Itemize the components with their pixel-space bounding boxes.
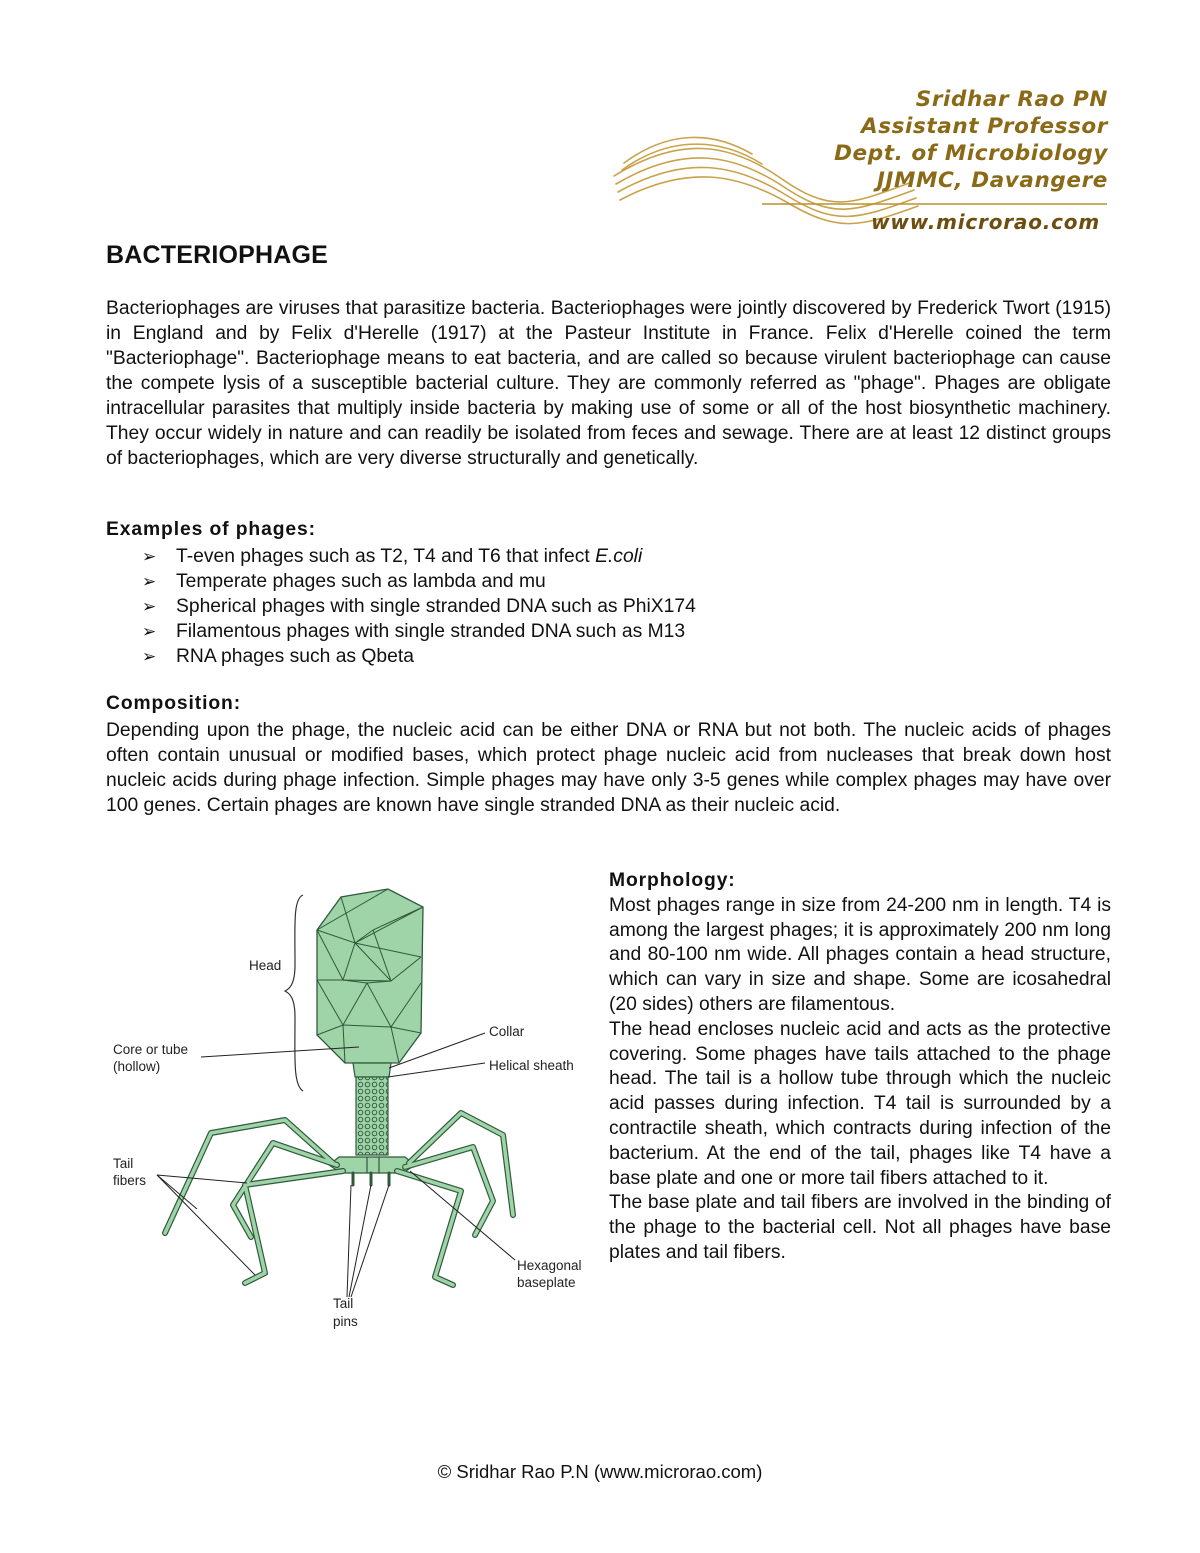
letterhead-line: Sridhar Rao PN <box>915 87 1108 112</box>
tail-pins <box>353 1173 389 1185</box>
composition-heading: Composition: <box>106 693 242 714</box>
list-item-text: RNA phages such as Qbeta <box>176 646 414 667</box>
list-item-text: Spherical phages with single stranded DNA such as PhiX174 <box>176 596 696 617</box>
label-hexagonal-line2: baseplate <box>517 1275 576 1290</box>
arrow-bullet-icon: ➢ <box>142 547 157 566</box>
label-tail-pins-line1: Tail <box>333 1296 354 1311</box>
page-footer: © Sridhar Rao P.N (www.microrao.com) <box>437 1461 763 1482</box>
phage-collar <box>353 1063 391 1077</box>
tail-fibers <box>165 1113 513 1285</box>
helical-sheath <box>356 1077 388 1155</box>
morphology-heading: Morphology: <box>609 870 736 891</box>
list-item-text: Filamentous phages with single stranded DNA such as M13 <box>176 621 686 642</box>
composition-paragraph: Depending upon the phage, the nucleic acid can be either DNA or RNA but not both. The nucleic acids of phages often contain unusual or modified bases, which protect phage nucleic acid from nucleases that break down host nucleic acids during phage infection. Simple phages may have only 3-5 genes while complex phages may have over 100 genes. Certain phages are known have single stranded DNA as their nucleic acid. <box>106 720 1111 816</box>
label-core-line1: Core or tube <box>113 1042 189 1057</box>
list-item-text: T-even phages such as T2, T4 and T6 that infect <box>176 546 596 567</box>
list-item <box>142 544 696 569</box>
label-collar: Collar <box>489 1024 525 1039</box>
morphology-paragraph: The head encloses nucleic acid and acts as the protective covering. Some phages have tails attached to the phage head. The tail is a hollow tube through which the nucleic acid passes during infection. T4 tail is surrounded by a contractile sheath, which contracts during infection of the bacterium. At the end of the tail, phages like T4 have a base plate and one or more tail fibers attached to it. <box>609 1018 1111 1189</box>
label-tail-pins-line2: pins <box>333 1314 358 1329</box>
label-tail-fibers-line2: fibers <box>113 1173 147 1188</box>
morphology-paragraph: Most phages range in size from 24-200 nm in length. T4 is among the largest phages; it is approximately 200 nm long and 80-100 nm wide. All phages contain a head structure, which can vary in size and shape. Some are icosahedral (20 sides) others are filamentous. <box>609 894 1111 1015</box>
label-hexagonal-line1: Hexagonal <box>517 1258 582 1273</box>
morphology-section <box>609 869 1111 1266</box>
label-head: Head <box>249 958 282 973</box>
letterhead-text <box>834 86 1108 194</box>
head-bracket <box>285 895 303 1091</box>
label-helical-sheath: Helical sheath <box>489 1058 574 1073</box>
letterhead-line: JJMMC, Davangere <box>876 168 1108 193</box>
letterhead-website: www.microrao.com <box>871 210 1100 234</box>
examples-heading: Examples of phages: <box>106 519 316 540</box>
morphology-paragraph: The base plate and tail fibers are involved in the binding of the phage to the bacterial cell. Not all phages have base plates and tail fibers. <box>609 1192 1111 1263</box>
arrow-bullet-icon: ➢ <box>142 647 157 666</box>
list-item <box>142 644 696 669</box>
list-item <box>142 619 696 644</box>
examples-list <box>142 544 696 669</box>
arrow-bullet-icon: ➢ <box>142 572 157 591</box>
label-core-line2: (hollow) <box>113 1059 161 1074</box>
arrow-bullet-icon: ➢ <box>142 597 157 616</box>
letterhead-line: Dept. of Microbiology <box>834 141 1108 166</box>
intro-paragraph: Bacteriophages are viruses that parasitize bacteria. Bacteriophages were jointly discovered by Frederick Twort (1915) in England and by Felix d'Herelle (1917) at the Pasteur Institute in France. Felix d'Herelle coined the term "Bacteriophage". Bacteriophage means to eat bacteria, and are called so because virulent bacteriophage can cause the compete lysis of a susceptible bacterial culture. They are commonly referred as "phage". Phages are obligate intracellular parasites that multiply inside bacteria by making use of some or all of the host biosynthetic machinery. They occur widely in nature and can readily be isolated from feces and sewage. There are at least 12 distinct groups of bacteriophages, which are very diverse structurally and genetically. <box>106 298 1111 469</box>
list-item <box>142 569 696 594</box>
list-item <box>142 594 696 619</box>
letterhead-line: Assistant Professor <box>860 114 1108 139</box>
page-title: BACTERIOPHAGE <box>106 241 329 269</box>
list-item-italic: E.coli <box>595 546 643 567</box>
phage-diagram <box>105 885 595 1385</box>
phage-head <box>317 889 423 1063</box>
letterhead <box>612 84 1112 236</box>
list-item-text: Temperate phages such as lambda and mu <box>176 571 546 592</box>
arrow-bullet-icon: ➢ <box>142 622 157 641</box>
label-tail-fibers-line1: Tail <box>113 1156 134 1171</box>
